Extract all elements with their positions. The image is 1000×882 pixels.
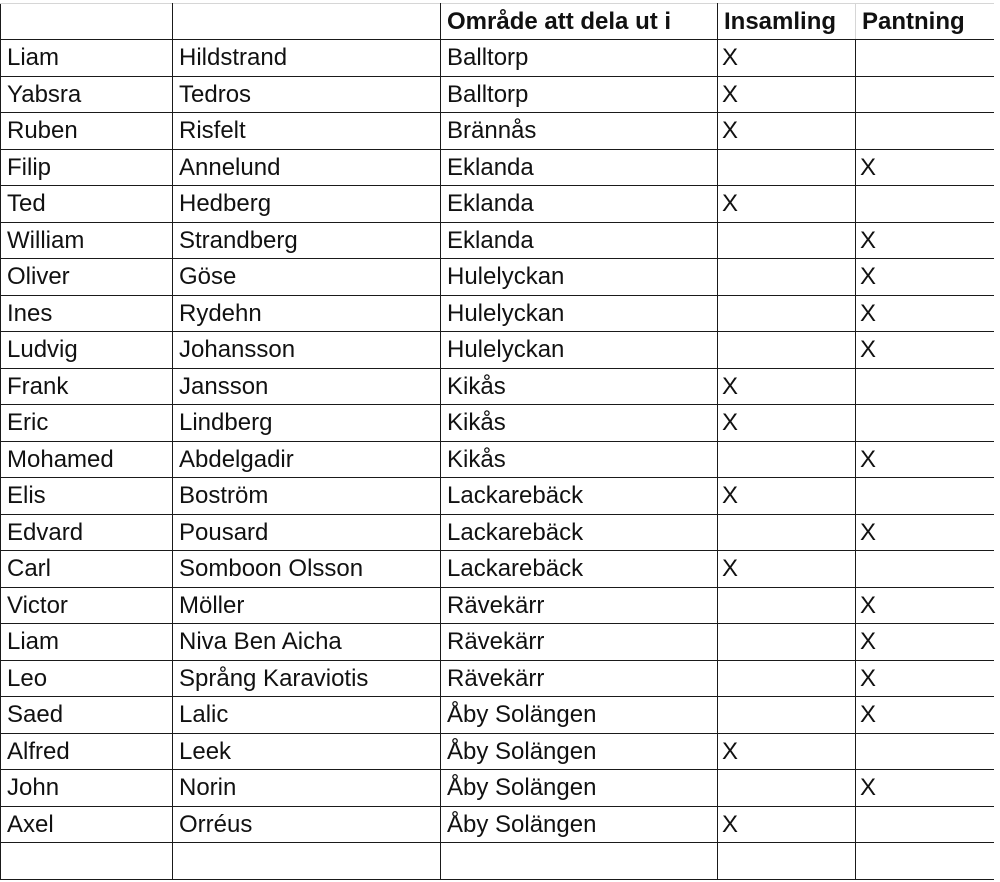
- last-name-cell[interactable]: Pousard: [173, 514, 441, 551]
- table-row: [1, 441, 995, 478]
- pantning-cell[interactable]: X: [856, 222, 995, 259]
- insamling-cell[interactable]: X: [718, 478, 856, 515]
- first-name-cell[interactable]: Alfred: [1, 733, 173, 770]
- last-name-cell[interactable]: Norin: [173, 770, 441, 807]
- first-name-cell[interactable]: John: [1, 770, 173, 807]
- last-name-cell[interactable]: [173, 843, 441, 880]
- area-cell[interactable]: Hulelyckan: [441, 295, 718, 332]
- area-cell[interactable]: Hulelyckan: [441, 332, 718, 369]
- insamling-cell[interactable]: [718, 660, 856, 697]
- area-cell[interactable]: Rävekärr: [441, 587, 718, 624]
- pantning-cell[interactable]: [856, 843, 995, 880]
- table-row: [1, 332, 995, 369]
- table-row: [1, 806, 995, 843]
- first-name-cell[interactable]: Frank: [1, 368, 173, 405]
- pantning-cell[interactable]: [856, 76, 995, 113]
- insamling-cell[interactable]: [718, 222, 856, 259]
- table-row: [1, 624, 995, 661]
- last-name-cell[interactable]: Göse: [173, 259, 441, 296]
- pantning-cell[interactable]: [856, 405, 995, 442]
- header-row: [1, 4, 995, 40]
- pantning-cell[interactable]: [856, 113, 995, 150]
- first-name-cell[interactable]: [1, 843, 173, 880]
- insamling-cell[interactable]: X: [718, 551, 856, 588]
- last-name-cell[interactable]: Orréus: [173, 806, 441, 843]
- area-cell[interactable]: Rävekärr: [441, 624, 718, 661]
- pantning-cell[interactable]: [856, 551, 995, 588]
- area-cell[interactable]: Kikås: [441, 368, 718, 405]
- area-cell[interactable]: Hulelyckan: [441, 259, 718, 296]
- pantning-cell[interactable]: [856, 478, 995, 515]
- table-row: [1, 259, 995, 296]
- first-name-cell[interactable]: Eric: [1, 405, 173, 442]
- pantning-cell[interactable]: [856, 40, 995, 77]
- area-cell[interactable]: Kikås: [441, 441, 718, 478]
- area-cell[interactable]: Åby Solängen: [441, 806, 718, 843]
- right-edge-mask: [994, 0, 1000, 882]
- area-cell[interactable]: Eklanda: [441, 222, 718, 259]
- table-row: [1, 368, 995, 405]
- area-cell[interactable]: Rävekärr: [441, 660, 718, 697]
- spreadsheet-table: [0, 3, 995, 880]
- first-name-cell[interactable]: Ines: [1, 295, 173, 332]
- pantning-cell[interactable]: X: [856, 587, 995, 624]
- first-name-cell[interactable]: Edvard: [1, 514, 173, 551]
- insamling-cell[interactable]: X: [718, 806, 856, 843]
- pantning-cell[interactable]: [856, 733, 995, 770]
- first-name-cell[interactable]: Leo: [1, 660, 173, 697]
- first-name-cell[interactable]: Elis: [1, 478, 173, 515]
- area-cell[interactable]: Balltorp: [441, 40, 718, 77]
- last-name-cell[interactable]: Risfelt: [173, 113, 441, 150]
- pantning-cell[interactable]: [856, 186, 995, 223]
- header-insamling-cell[interactable]: Insamling: [718, 4, 856, 40]
- table-row: [1, 770, 995, 807]
- insamling-cell[interactable]: X: [718, 113, 856, 150]
- first-name-cell[interactable]: Victor: [1, 587, 173, 624]
- insamling-cell[interactable]: [718, 514, 856, 551]
- first-name-cell[interactable]: Yabsra: [1, 76, 173, 113]
- insamling-cell[interactable]: X: [718, 186, 856, 223]
- insamling-cell[interactable]: [718, 332, 856, 369]
- last-name-cell[interactable]: Tedros: [173, 76, 441, 113]
- table-row: [1, 478, 995, 515]
- last-name-cell[interactable]: Abdelgadir: [173, 441, 441, 478]
- area-cell[interactable]: [441, 843, 718, 880]
- table-row: [1, 405, 995, 442]
- area-cell[interactable]: Kikås: [441, 405, 718, 442]
- area-cell[interactable]: Lackarebäck: [441, 551, 718, 588]
- last-name-cell[interactable]: Möller: [173, 587, 441, 624]
- first-name-cell[interactable]: William: [1, 222, 173, 259]
- area-cell[interactable]: Lackarebäck: [441, 478, 718, 515]
- first-name-cell[interactable]: Ludvig: [1, 332, 173, 369]
- pantning-cell[interactable]: [856, 368, 995, 405]
- first-name-cell[interactable]: Ruben: [1, 113, 173, 150]
- table-row: [1, 295, 995, 332]
- insamling-cell[interactable]: [718, 295, 856, 332]
- pantning-cell[interactable]: [856, 806, 995, 843]
- area-cell[interactable]: Balltorp: [441, 76, 718, 113]
- pantning-cell[interactable]: X: [856, 259, 995, 296]
- header-area-cell[interactable]: Område att dela ut i: [441, 4, 718, 40]
- table-row: [1, 843, 995, 880]
- first-name-cell[interactable]: Filip: [1, 149, 173, 186]
- header-last-name-cell[interactable]: [173, 4, 441, 40]
- area-cell[interactable]: Lackarebäck: [441, 514, 718, 551]
- last-name-cell[interactable]: Leek: [173, 733, 441, 770]
- area-cell[interactable]: Åby Solängen: [441, 733, 718, 770]
- last-name-cell[interactable]: Boström: [173, 478, 441, 515]
- pantning-cell[interactable]: X: [856, 441, 995, 478]
- insamling-cell[interactable]: X: [718, 405, 856, 442]
- table-row: [1, 587, 995, 624]
- insamling-cell[interactable]: [718, 770, 856, 807]
- area-cell[interactable]: Eklanda: [441, 186, 718, 223]
- table-row: [1, 697, 995, 734]
- insamling-cell[interactable]: [718, 624, 856, 661]
- table-row: [1, 514, 995, 551]
- table-row: [1, 222, 995, 259]
- first-name-cell[interactable]: Saed: [1, 697, 173, 734]
- pantning-cell[interactable]: X: [856, 295, 995, 332]
- last-name-cell[interactable]: Strandberg: [173, 222, 441, 259]
- table-row: [1, 149, 995, 186]
- insamling-cell[interactable]: X: [718, 40, 856, 77]
- last-name-cell[interactable]: Språng Karaviotis: [173, 660, 441, 697]
- pantning-cell[interactable]: X: [856, 624, 995, 661]
- last-name-cell[interactable]: Niva Ben Aicha: [173, 624, 441, 661]
- table-row: [1, 660, 995, 697]
- pantning-cell[interactable]: X: [856, 697, 995, 734]
- first-name-cell[interactable]: Oliver: [1, 259, 173, 296]
- last-name-cell[interactable]: Annelund: [173, 149, 441, 186]
- pantning-cell[interactable]: X: [856, 149, 995, 186]
- insamling-cell[interactable]: X: [718, 76, 856, 113]
- insamling-cell[interactable]: [718, 587, 856, 624]
- table-row: [1, 733, 995, 770]
- header-first-name-cell[interactable]: [1, 4, 173, 40]
- table-row: [1, 186, 995, 223]
- last-name-cell[interactable]: Somboon Olsson: [173, 551, 441, 588]
- last-name-cell[interactable]: Lindberg: [173, 405, 441, 442]
- insamling-cell[interactable]: [718, 697, 856, 734]
- last-name-cell[interactable]: Rydehn: [173, 295, 441, 332]
- area-cell[interactable]: Åby Solängen: [441, 770, 718, 807]
- area-cell[interactable]: Brännås: [441, 113, 718, 150]
- last-name-cell[interactable]: Johansson: [173, 332, 441, 369]
- first-name-cell[interactable]: Liam: [1, 624, 173, 661]
- insamling-cell[interactable]: [718, 259, 856, 296]
- insamling-cell[interactable]: X: [718, 733, 856, 770]
- table-row: [1, 76, 995, 113]
- last-name-cell[interactable]: Hedberg: [173, 186, 441, 223]
- insamling-cell[interactable]: X: [718, 368, 856, 405]
- last-name-cell[interactable]: Lalic: [173, 697, 441, 734]
- table-row: [1, 40, 995, 77]
- table-row: [1, 113, 995, 150]
- first-name-cell[interactable]: Carl: [1, 551, 173, 588]
- last-name-cell[interactable]: Jansson: [173, 368, 441, 405]
- table-row: [1, 551, 995, 588]
- first-name-cell[interactable]: Ted: [1, 186, 173, 223]
- first-name-cell[interactable]: Axel: [1, 806, 173, 843]
- pantning-cell[interactable]: X: [856, 514, 995, 551]
- area-cell[interactable]: Åby Solängen: [441, 697, 718, 734]
- header-pantning-cell[interactable]: Pantning: [856, 4, 995, 40]
- pantning-cell[interactable]: X: [856, 660, 995, 697]
- table-body: [1, 4, 995, 880]
- last-name-cell[interactable]: Hildstrand: [173, 40, 441, 77]
- first-name-cell[interactable]: Mohamed: [1, 441, 173, 478]
- first-name-cell[interactable]: Liam: [1, 40, 173, 77]
- insamling-cell[interactable]: [718, 441, 856, 478]
- pantning-cell[interactable]: X: [856, 770, 995, 807]
- insamling-cell[interactable]: [718, 149, 856, 186]
- area-cell[interactable]: Eklanda: [441, 149, 718, 186]
- pantning-cell[interactable]: X: [856, 332, 995, 369]
- insamling-cell[interactable]: [718, 843, 856, 880]
